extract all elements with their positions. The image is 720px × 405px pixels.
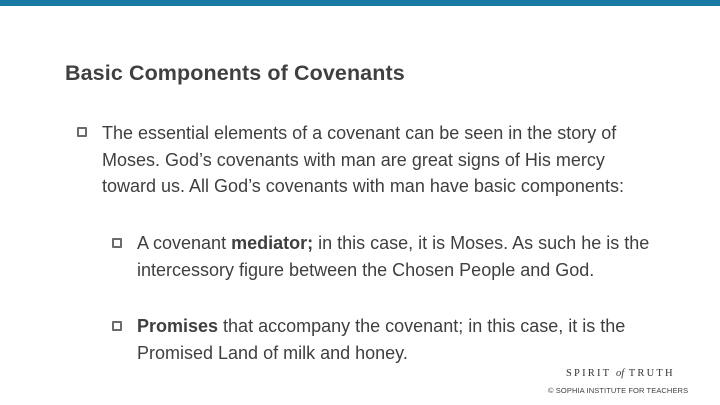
sub-bullet-rest: that accompany the covenant; in this case, it is the Promised Land of milk and honey. [137,316,626,363]
sub-bullet-rest: in this case, it is Moses. As such he is the intercessory figure between the Chosen People and God. [137,233,650,280]
checkbox-bullet-icon [112,238,122,248]
sub-bullet-text [137,313,662,366]
top-accent-bar [0,0,720,6]
sub-bullet-mediator [137,230,662,283]
checkbox-bullet-icon [112,321,122,331]
copyright-text: © SOPHIA INSTITUTE FOR TEACHERS [548,386,689,395]
sub-bullet-promises [137,313,662,366]
sub-bullet-bold: mediator; [231,233,314,253]
slide-title: Basic Components of Covenants [65,61,405,85]
spirit-of-truth-logo [566,368,675,379]
sub-bullet-lead: A covenant [137,233,232,253]
checkbox-bullet-icon [77,127,87,137]
sub-bullet-text [137,230,662,283]
bullet-text: The essential elements of a covenant can be seen in the story of Moses. God’s covenants with man are great signs of His mercy toward us. All God’s covenants with man have basic components: [102,123,624,196]
sub-bullet-bold: Promises [137,316,219,336]
logo-truth: TRUTH [628,368,675,379]
logo-of: of [615,368,625,379]
bullet-item-main [102,120,662,200]
logo-spirit: SPIRIT [566,368,612,379]
